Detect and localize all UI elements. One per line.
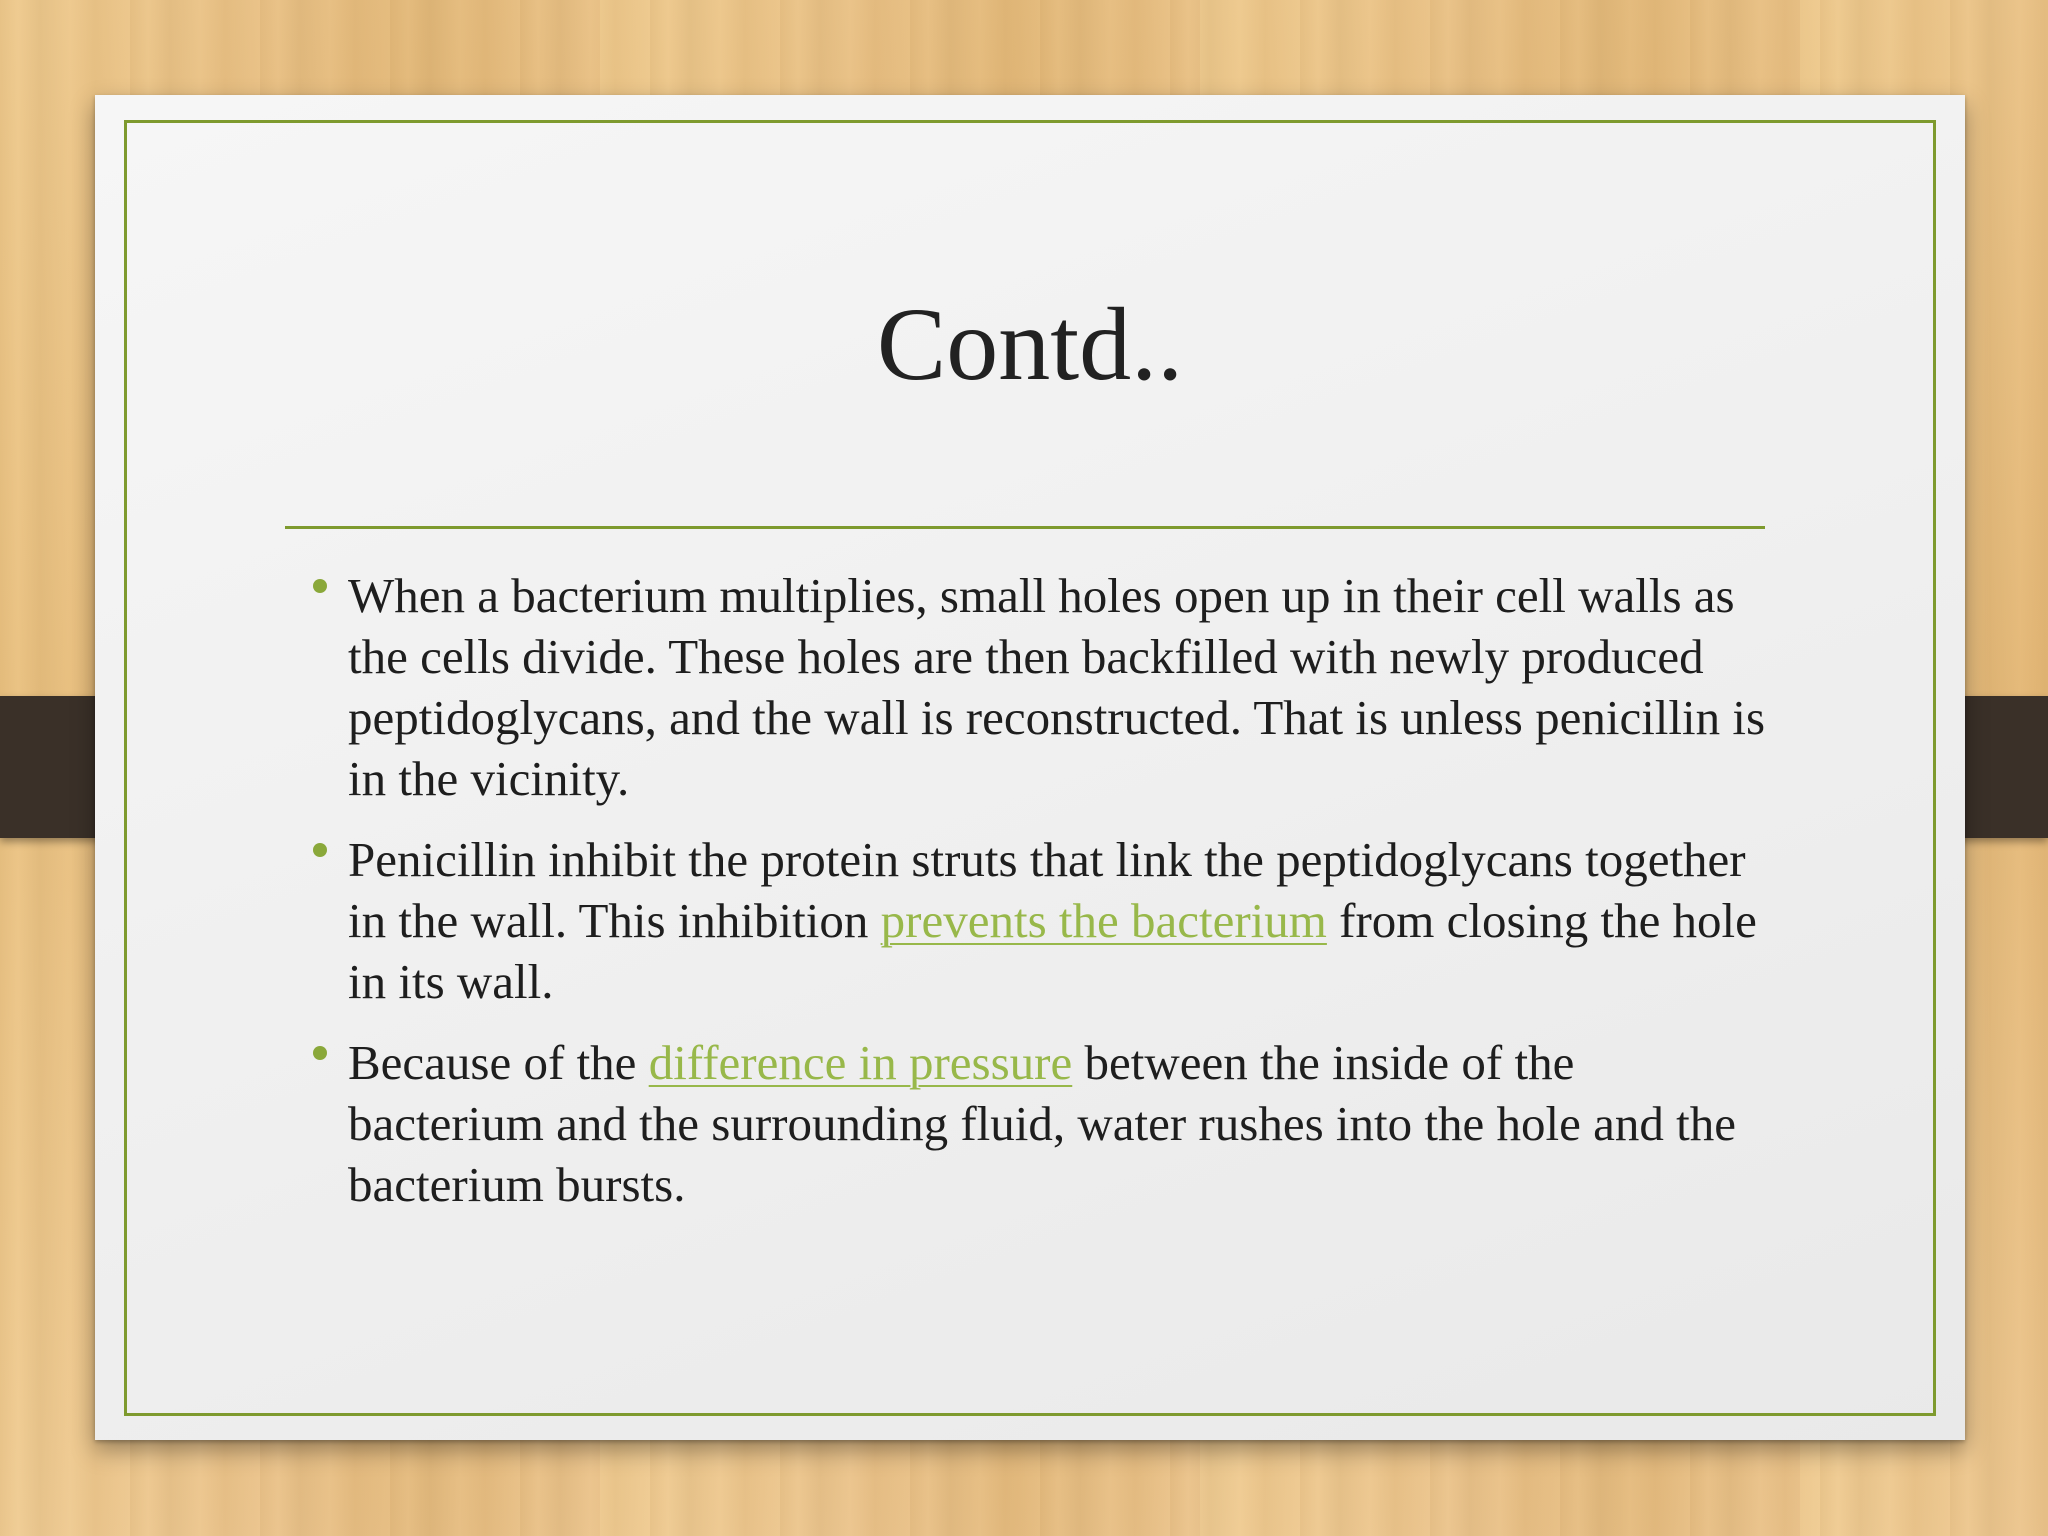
bullet-item bbox=[348, 565, 1768, 809]
bullet-item bbox=[348, 829, 1768, 1012]
bullet-list bbox=[348, 565, 1768, 1235]
bullet-text: When a bacterium multiplies, small holes open up in their cell walls as the cells divide. These holes are then backfilled with newly produced peptidoglycans, and the wall is reconstructed. That is unless penicillin is in the vicinity. bbox=[348, 568, 1766, 806]
title-divider bbox=[285, 526, 1765, 529]
bullet-text-after: between the inside of the bacterium and the surrounding fluid, water rushes into the hole and the bacterium bursts. bbox=[348, 1035, 1736, 1212]
bullet-text bbox=[348, 832, 1757, 1009]
difference-in-pressure-link[interactable]: difference in pressure bbox=[648, 1035, 1073, 1090]
slide bbox=[95, 95, 1965, 1440]
bullet-item bbox=[348, 1032, 1768, 1215]
prevents-the-bacterium-link[interactable]: prevents the bacterium bbox=[880, 893, 1327, 948]
bullet-text-before: Penicillin inhibit the protein struts that link the peptidoglycans together in the wall. This inhibition bbox=[348, 832, 1746, 948]
bullet-dot-icon bbox=[313, 1046, 327, 1060]
bullet-text bbox=[348, 1035, 1736, 1212]
slide-title: Contd.. bbox=[876, 287, 1184, 402]
bullet-dot-icon bbox=[313, 579, 327, 593]
bullet-text-before: Because of the bbox=[348, 1035, 649, 1090]
bullet-dot-icon bbox=[313, 843, 327, 857]
bullet-text-after: from closing the hole in its wall. bbox=[348, 893, 1757, 1009]
